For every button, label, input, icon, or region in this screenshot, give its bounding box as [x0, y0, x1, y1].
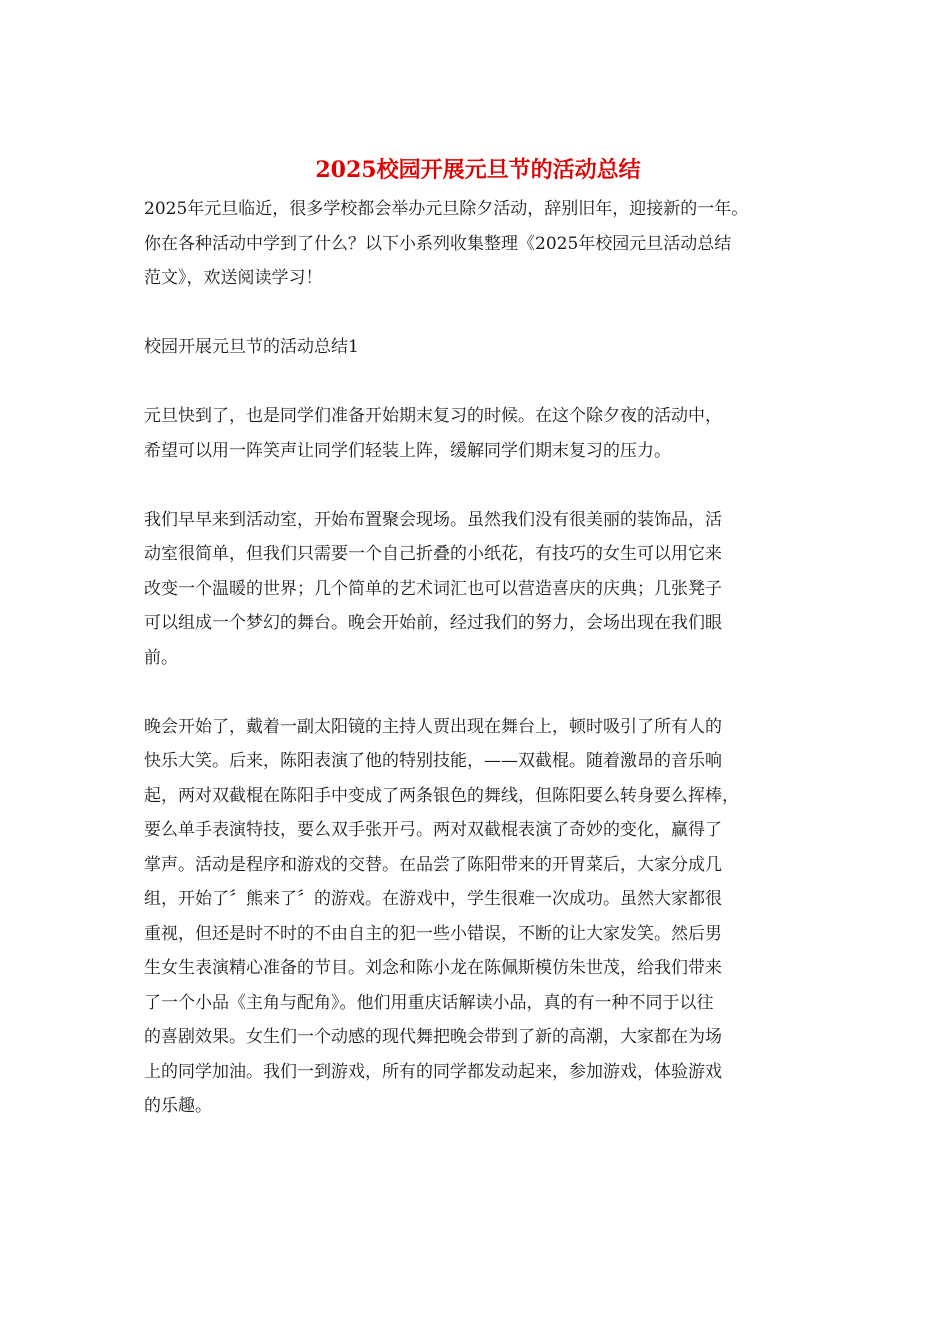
intro-paragraph: [144, 192, 812, 296]
text-line: 可以组成一个梦幻的舞台。晚会开始前，经过我们的努力，会场出现在我们眼: [144, 613, 722, 633]
text-line: 的喜剧效果。女生们一个动感的现代舞把晚会带到了新的高潮，大家都在为场: [144, 1027, 722, 1047]
text-line: 动室很简单，但我们只需要一个自己折叠的小纸花，有技巧的女生可以用它来: [144, 544, 722, 564]
text-line: 起，两对双截棍在陈阳手中变成了两条银色的舞线，但陈阳要么转身要么挥棒，: [144, 785, 739, 806]
text-line: 改变一个温暖的世界；几个简单的艺术词汇也可以营造喜庆的庆典；几张凳子: [144, 578, 722, 599]
document-page: [144, 150, 812, 1124]
text-line: 2025年元旦临近，很多学校都会举办元旦除夕活动，辞别旧年，迎接新的一年。: [144, 199, 749, 219]
text-line: 我们早早来到活动室，开始布置聚会现场。虽然我们没有很美丽的装饰品，活: [144, 509, 722, 530]
text-line: 你在各种活动中学到了什么？以下小系列收集整理《2025年校园元旦活动总结: [144, 233, 732, 254]
text-line: 上的同学加油。我们一到游戏，所有的同学都发动起来，参加游戏，体验游戏: [144, 1061, 722, 1082]
text-line: 前。: [144, 647, 178, 668]
paragraph-gap: [144, 468, 812, 503]
text-line: 的乐趣。: [144, 1096, 212, 1116]
text-line: 生女生表演精心准备的节目。刘念和陈小龙在陈佩斯模仿朱世茂，给我们带来: [144, 958, 722, 978]
body-paragraph: [144, 710, 812, 1124]
text-line: 元旦快到了，也是同学们准备开始期末复习的时候。在这个除夕夜的活动中，: [144, 406, 722, 426]
text-line: 晚会开始了，戴着一副太阳镜的主持人贾出现在舞台上，顿时吸引了所有人的: [144, 716, 722, 737]
text-line: 校园开展元旦节的活动总结1: [144, 337, 359, 357]
text-line: 组，开始了〞熊来了〞的游戏。在游戏中，学生很难一次成功。虽然大家都很: [144, 889, 722, 909]
text-line: 了一个小品《主角与配角》。他们用重庆话解读小品，真的有一种不同于以往: [144, 992, 714, 1013]
document-title: 2025校园开展元旦节的活动总结: [315, 157, 641, 183]
paragraph-gap: [144, 365, 812, 400]
text-line: 掌声。活动是程序和游戏的交替。在品尝了陈阳带来的开胃菜后，大家分成几: [144, 854, 722, 875]
paragraph-gap: [144, 296, 812, 331]
text-line: 要么单手表演特技，要么双手张开弓。两对双截棍表演了奇妙的变化，赢得了: [144, 820, 722, 840]
text-line: 范文》，欢送阅读学习！: [144, 268, 323, 288]
paragraph-gap: [144, 675, 812, 710]
body-paragraph: [144, 503, 812, 676]
text-line: 希望可以用一阵笑声让同学们轻装上阵，缓解同学们期末复习的压力。: [144, 440, 671, 461]
text-line: 重视，但还是时不时的不由自主的犯一些小错误，不断的让大家发笑。然后男: [144, 923, 722, 944]
section-heading: [144, 330, 812, 365]
text-line: 快乐大笑。后来，陈阳表演了他的特别技能，——双截棍。随着激昂的音乐响: [144, 751, 722, 771]
body-paragraph: [144, 399, 812, 468]
